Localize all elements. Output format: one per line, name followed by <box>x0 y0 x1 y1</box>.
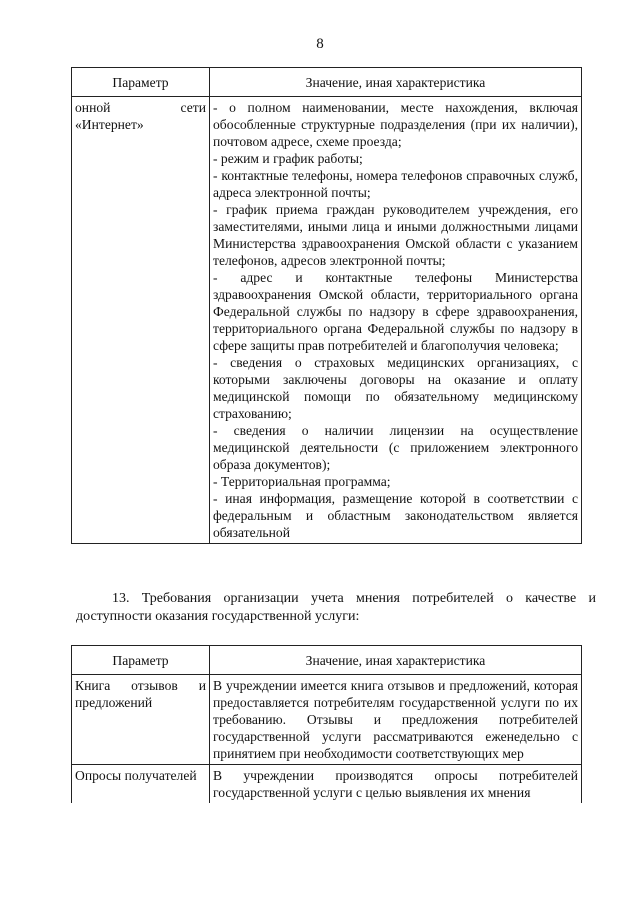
table-header-row <box>72 68 582 97</box>
list-item: - о полном наименовании, месте нахождения, включая обособленные структурные подразделения (при их наличии), почтовом адресе, схеме проезда; <box>213 100 578 149</box>
header-parameter: Параметр <box>72 68 210 97</box>
table-row <box>72 97 582 544</box>
list-item: - режим и график работы; <box>213 151 363 166</box>
list-item: - сведения о страховых медицинских организациях, с которыми заключены договоры на оказание и оплату медицинской помощи по обязательному медицинскому страхованию; <box>213 355 578 421</box>
list-item: - Территориальная программа; <box>213 474 391 489</box>
row-value: В учреждении имеется книга отзывов и предложений, которая предоставляется потребителям государственной услуги по их требованию. Отзывы и предложения потребителей государственной услуги рассматриваются еженедельно с принятием при необходимости соответствующих мер <box>210 675 582 765</box>
row-value <box>210 97 582 544</box>
row-parameter: Книга отзывов и предложений <box>72 675 210 765</box>
list-item: - сведения о наличии лицензии на осуществление медицинской деятельности (с приложением электронного образа документов); <box>213 423 578 472</box>
list-item: - иная информация, размещение которой в соответствии с федеральным и областным законодательством является обязательной <box>213 491 578 540</box>
header-value: Значение, иная характеристика <box>210 646 582 675</box>
header-value: Значение, иная характеристика <box>210 68 582 97</box>
section-13-heading: 13. Требования организации учета мнения потребителей о качестве и доступности оказания государственной услуги: <box>76 591 596 624</box>
table-header-row <box>72 646 582 675</box>
list-item: - адрес и контактные телефоны Министерства здравоохранения Омской области, территориального органа Федеральной службы по надзору в сфере здравоохранения, территориального органа Федеральной службы по надзору в сфере защиты прав потребителей и благополучия человека; <box>213 270 578 353</box>
info-table <box>71 67 582 544</box>
list-item: - график приема граждан руководителем учреждения, его заместителями, иными лица и иными должностными лицами Министерства здравоохранения Омской области с указанием телефонов, адресов электронной почты; <box>213 202 578 268</box>
row-parameter: Опросы получателей <box>72 765 210 804</box>
row-parameter: онной сети «Интернет» <box>72 97 210 544</box>
header-parameter: Параметр <box>72 646 210 675</box>
table-row <box>72 675 582 765</box>
page-number: 8 <box>316 36 324 52</box>
list-item: - контактные телефоны, номера телефонов справочных служб, адреса электронной почты; <box>213 168 578 200</box>
table-row <box>72 765 582 804</box>
row-value: В учреждении производятся опросы потребителей государственной услуги с целью выявления их мнения <box>210 765 582 804</box>
feedback-table <box>71 645 582 803</box>
